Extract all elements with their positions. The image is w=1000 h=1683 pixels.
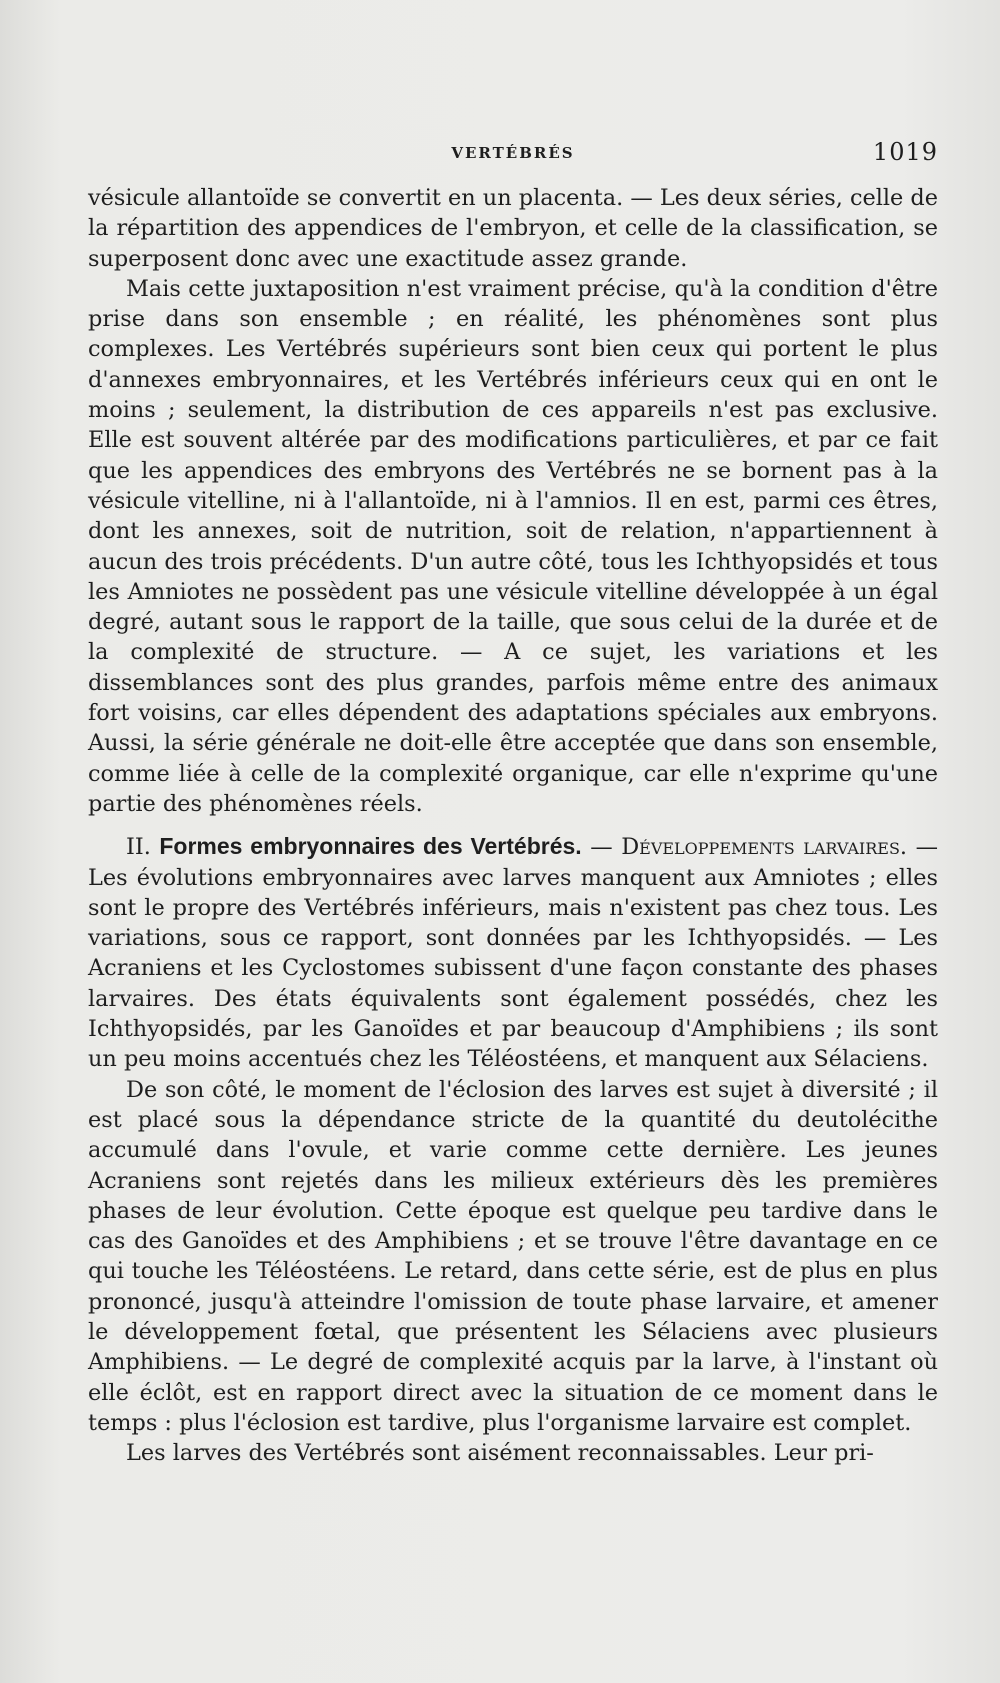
body-text [88, 183, 938, 1468]
page-number: 1019 [872, 138, 938, 166]
paragraph-continuation: vésicule allantoïde se convertit en un placenta. — Les deux séries, celle de la répartition des appendices de l'embryon, et celle de la classification, se superposent donc avec une exactitude assez grande. [88, 185, 939, 272]
paragraph-eclosion: De son côté, le moment de l'éclosion des larves est sujet à diversité ; il est placé sous la dépendance stricte de la quantité du deutolécithe accumulé dans l'ovule, et varie comme cette dernière. Les jeunes Acraniens sont rejetés dans les milieux extérieurs dès les premières phases de leur évolution. Cette époque est quelque peu tardive dans le cas des Ganoïdes et des Amphibiens ; et se trouve l'être davantage en ce qui touche les Téléostéens. Le retard, dans cette série, est de plus en plus prononcé, jusqu'à atteindre l'omission de toute phase larvaire, et amener le développement fœtal, que présentent les Sélaciens avec plusieurs Amphibiens. — Le degré de complexité acquis par la larve, à l'instant où elle éclôt, est en rapport direct avec la situation de ce moment dans le temps : plus l'éclosion est tardive, plus l'organisme larvaire est complet. [88, 1076, 938, 1436]
page-header [88, 140, 938, 174]
running-head: VERTÉBRÉS [451, 144, 575, 162]
section-dash: — [581, 834, 622, 861]
paragraph-larves: Les larves des Vertébrés sont aisément reconnaissables. Leur pri- [126, 1440, 874, 1467]
section-subtitle: Développements larvaires. [621, 834, 908, 861]
paragraph-juxtaposition: Mais cette juxtaposition n'est vraiment précise, qu'à la condition d'être prise dans son ensemble ; en réalité, les phénomènes sont plus complexes. Les Vertébrés supérieurs sont bien ceux qui portent le plus d'annexes embryonnaires, et les Vertébrés inférieurs ceux qui en ont le moins ; seulement, la distribution de ces appareils n'est pas exclusive. Elle est souvent altérée par des modifications particulières, et par ce fait que les appendices des embryons des Vertébrés ne se bornent pas à la vésicule vitelline, ni à l'allantoïde, ni à l'amnios. Il en est, parmi ces êtres, dont les annexes, soit de nutrition, soit de relation, n'appartiennent à aucun des trois précédents. D'un autre côté, tous les Ichthyopsidés et tous les Amniotes ne possèdent pas une vésicule vitelline développée à un égal degré, autant sous le rapport de la taille, que sous celui de la durée et de la complexité de structure. — A ce sujet, les variations et les dissemblances sont des plus grandes, parfois même entre des animaux fort voisins, car elles dépendent des adaptations spéciales aux embryons. Aussi, la série générale ne doit-elle être acceptée que dans son ensemble, comme liée à celle de la complexité organique, car elle n'exprime qu'une partie des phénomènes réels. [88, 275, 938, 817]
section-ii [88, 831, 938, 1074]
section-text: — Les évolutions embryonnaires avec larves manquent aux Amniotes ; elles sont le propre des Vertébrés inférieurs, mais n'existent pas chez tous. Les variations, sous ce rapport, sont données par les Ichthyopsidés. — Les Acraniens et les Cyclostomes subissent d'une façon constante des phases larvaires. Des états équivalents sont également possédés, chez les Ichthyopsidés, par les Ganoïdes et par beaucoup d'Amphibiens ; ils sont un peu moins accentués chez les Téléostéens, et manquent aux Sélaciens. [88, 834, 939, 1073]
section-number: II. [126, 834, 151, 861]
section-title: Formes embryonnaires des Vertébrés. [159, 833, 582, 860]
